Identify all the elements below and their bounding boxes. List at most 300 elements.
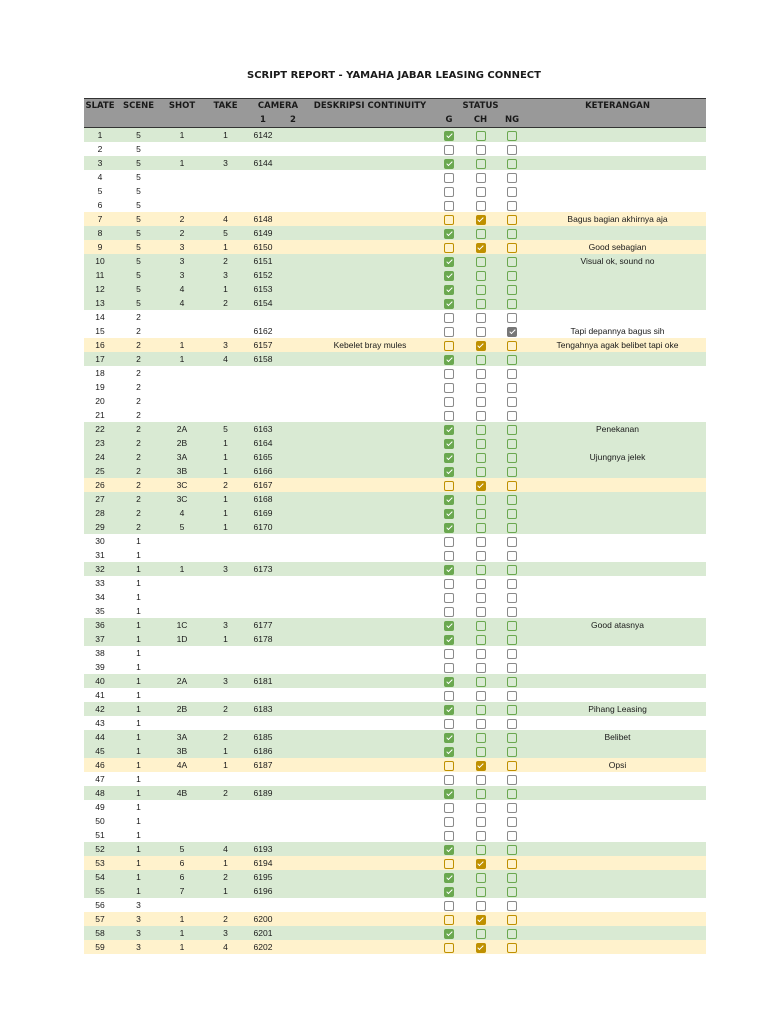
status-g-checkbox[interactable] [444, 271, 454, 281]
take-cell: 1 [203, 492, 248, 506]
status-ng-checkbox[interactable] [507, 551, 517, 561]
take-cell [203, 646, 248, 660]
table-row [84, 828, 706, 842]
status-ch-checkbox[interactable] [476, 509, 486, 519]
deskripsi-cell [308, 786, 432, 800]
status-g-checkbox[interactable] [444, 327, 454, 337]
col-status-ng: NG [495, 113, 529, 128]
status-ch-checkbox[interactable] [476, 789, 486, 799]
status-ch-checkbox[interactable] [476, 733, 486, 743]
status-ch-checkbox[interactable] [476, 607, 486, 617]
slate-cell: 23 [84, 436, 116, 450]
shot-cell [161, 660, 203, 674]
status-g-checkbox[interactable] [444, 859, 454, 869]
table-row [84, 534, 706, 548]
table-row [84, 758, 706, 772]
status-ng-checkbox[interactable] [507, 439, 517, 449]
status-ch-checkbox[interactable] [476, 635, 486, 645]
status-g-checkbox[interactable] [444, 215, 454, 225]
status-ch-checkbox[interactable] [476, 495, 486, 505]
status-g-checkbox[interactable] [444, 313, 454, 323]
status-g-checkbox[interactable] [444, 159, 454, 169]
deskripsi-cell [308, 324, 432, 338]
status-ch-checkbox[interactable] [476, 859, 486, 869]
status-ng-checkbox[interactable] [507, 453, 517, 463]
status-g-checkbox[interactable] [444, 719, 454, 729]
status-g-checkbox[interactable] [444, 635, 454, 645]
table-row [84, 268, 706, 282]
status-ch-checkbox[interactable] [476, 523, 486, 533]
keterangan-cell [529, 366, 706, 380]
status-ch-checkbox[interactable] [476, 439, 486, 449]
shot-cell: 2B [161, 702, 203, 716]
status-ch-checkbox[interactable] [476, 453, 486, 463]
slate-cell: 29 [84, 520, 116, 534]
camera-2-cell [278, 660, 308, 674]
status-ng-checkbox[interactable] [507, 733, 517, 743]
slate-cell: 39 [84, 660, 116, 674]
status-g-checkbox[interactable] [444, 873, 454, 883]
status-ch-checkbox[interactable] [476, 229, 486, 239]
status-ch-checkbox[interactable] [476, 173, 486, 183]
status-ng-checkbox[interactable] [507, 915, 517, 925]
status-ng-checkbox[interactable] [507, 495, 517, 505]
status-ch-checkbox[interactable] [476, 747, 486, 757]
status-ch-checkbox[interactable] [476, 831, 486, 841]
status-ch-checkbox[interactable] [476, 327, 486, 337]
status-ng-checkbox[interactable] [507, 747, 517, 757]
take-cell [203, 590, 248, 604]
deskripsi-cell [308, 254, 432, 268]
status-ng-checkbox[interactable] [507, 677, 517, 687]
status-g-checkbox[interactable] [444, 761, 454, 771]
status-ng-checkbox[interactable] [507, 887, 517, 897]
status-g-checkbox[interactable] [444, 775, 454, 785]
status-ch-checkbox[interactable] [476, 663, 486, 673]
subheader-row [84, 113, 706, 128]
status-g-checkbox[interactable] [444, 551, 454, 561]
status-ch-checkbox[interactable] [476, 761, 486, 771]
status-ch-checkbox[interactable] [476, 159, 486, 169]
status-ch-checkbox[interactable] [476, 131, 486, 141]
status-g-checkbox[interactable] [444, 509, 454, 519]
status-ch-checkbox[interactable] [476, 719, 486, 729]
status-ng-checkbox[interactable] [507, 705, 517, 715]
status-g-checkbox[interactable] [444, 173, 454, 183]
status-g-checkbox[interactable] [444, 803, 454, 813]
status-ch-checkbox[interactable] [476, 537, 486, 547]
status-ch-checkbox[interactable] [476, 565, 486, 575]
status-ng-checkbox[interactable] [507, 803, 517, 813]
shot-cell: 4 [161, 296, 203, 310]
status-ng-checkbox[interactable] [507, 901, 517, 911]
status-g-checkbox[interactable] [444, 789, 454, 799]
deskripsi-cell [308, 646, 432, 660]
camera-1-cell: 6170 [248, 520, 278, 534]
status-g-checkbox[interactable] [444, 817, 454, 827]
status-g-checkbox[interactable] [444, 943, 454, 953]
status-ch-checkbox[interactable] [476, 901, 486, 911]
status-g-checkbox[interactable] [444, 593, 454, 603]
slate-cell: 52 [84, 842, 116, 856]
status-ch-checkbox[interactable] [476, 803, 486, 813]
status-ng-checkbox[interactable] [507, 537, 517, 547]
status-ng-checkbox[interactable] [507, 173, 517, 183]
status-ng-checkbox[interactable] [507, 383, 517, 393]
status-g-checkbox[interactable] [444, 397, 454, 407]
camera-2-cell [278, 534, 308, 548]
status-ng-checkbox[interactable] [507, 509, 517, 519]
deskripsi-cell [308, 632, 432, 646]
status-ng-checkbox[interactable] [507, 817, 517, 827]
status-g-checkbox[interactable] [444, 733, 454, 743]
camera-2-cell [278, 268, 308, 282]
camera-1-cell [248, 142, 278, 156]
camera-2-cell [278, 310, 308, 324]
slate-cell: 43 [84, 716, 116, 730]
status-ng-checkbox[interactable] [507, 663, 517, 673]
status-g-checkbox[interactable] [444, 565, 454, 575]
slate-cell: 55 [84, 884, 116, 898]
camera-1-cell: 6169 [248, 506, 278, 520]
scene-cell: 2 [116, 506, 161, 520]
status-ng-checkbox[interactable] [507, 187, 517, 197]
camera-1-cell [248, 310, 278, 324]
take-cell: 2 [203, 478, 248, 492]
status-ch-checkbox[interactable] [476, 677, 486, 687]
status-ch-checkbox[interactable] [476, 943, 486, 953]
camera-2-cell [278, 254, 308, 268]
status-ng-checkbox[interactable] [507, 229, 517, 239]
status-ng-checkbox[interactable] [507, 215, 517, 225]
shot-cell: 1 [161, 912, 203, 926]
status-ng-checkbox[interactable] [507, 635, 517, 645]
status-ch-checkbox[interactable] [476, 929, 486, 939]
deskripsi-cell [308, 688, 432, 702]
table-row [84, 814, 706, 828]
take-cell: 1 [203, 856, 248, 870]
status-ch-checkbox[interactable] [476, 411, 486, 421]
camera-2-cell [278, 212, 308, 226]
status-g-checkbox[interactable] [444, 383, 454, 393]
status-ch-checkbox[interactable] [476, 621, 486, 631]
scene-cell: 1 [116, 688, 161, 702]
status-ng-checkbox[interactable] [507, 313, 517, 323]
deskripsi-cell [308, 520, 432, 534]
take-cell: 2 [203, 786, 248, 800]
camera-1-cell: 6151 [248, 254, 278, 268]
shot-cell [161, 590, 203, 604]
status-ch-checkbox[interactable] [476, 873, 486, 883]
scene-cell: 2 [116, 352, 161, 366]
table-row [84, 688, 706, 702]
status-ng-checkbox[interactable] [507, 607, 517, 617]
status-ch-checkbox[interactable] [476, 145, 486, 155]
slate-cell: 1 [84, 128, 116, 143]
status-g-checkbox[interactable] [444, 845, 454, 855]
slate-cell: 10 [84, 254, 116, 268]
status-ch-checkbox[interactable] [476, 215, 486, 225]
status-ng-checkbox[interactable] [507, 481, 517, 491]
slate-cell: 4 [84, 170, 116, 184]
camera-1-cell: 6144 [248, 156, 278, 170]
keterangan-cell [529, 268, 706, 282]
scene-cell: 1 [116, 800, 161, 814]
keterangan-cell: Good atasnya [529, 618, 706, 632]
status-ng-checkbox[interactable] [507, 425, 517, 435]
status-ng-checkbox[interactable] [507, 649, 517, 659]
status-ng-checkbox[interactable] [507, 145, 517, 155]
camera-2-cell [278, 352, 308, 366]
status-g-checkbox[interactable] [444, 677, 454, 687]
status-g-checkbox[interactable] [444, 691, 454, 701]
keterangan-cell: Visual ok, sound no [529, 254, 706, 268]
deskripsi-cell [308, 282, 432, 296]
keterangan-cell [529, 408, 706, 422]
status-g-checkbox[interactable] [444, 299, 454, 309]
status-g-checkbox[interactable] [444, 495, 454, 505]
status-ch-checkbox[interactable] [476, 369, 486, 379]
camera-2-cell [278, 450, 308, 464]
camera-2-cell [278, 730, 308, 744]
status-ch-checkbox[interactable] [476, 355, 486, 365]
camera-1-cell [248, 184, 278, 198]
status-ng-checkbox[interactable] [507, 397, 517, 407]
col-camera-2: 2 [278, 113, 308, 128]
camera-1-cell [248, 898, 278, 912]
status-ng-checkbox[interactable] [507, 131, 517, 141]
camera-1-cell [248, 198, 278, 212]
keterangan-cell [529, 940, 706, 954]
status-ch-checkbox[interactable] [476, 915, 486, 925]
status-ng-checkbox[interactable] [507, 621, 517, 631]
status-g-checkbox[interactable] [444, 257, 454, 267]
status-ch-checkbox[interactable] [476, 845, 486, 855]
status-ng-checkbox[interactable] [507, 761, 517, 771]
camera-2-cell [278, 142, 308, 156]
slate-cell: 30 [84, 534, 116, 548]
scene-cell: 1 [116, 548, 161, 562]
status-g-checkbox[interactable] [444, 579, 454, 589]
status-ng-checkbox[interactable] [507, 859, 517, 869]
shot-cell: 1C [161, 618, 203, 632]
scene-cell: 1 [116, 772, 161, 786]
keterangan-cell [529, 128, 706, 143]
table-row [84, 646, 706, 660]
status-ng-checkbox[interactable] [507, 789, 517, 799]
table-row [84, 254, 706, 268]
slate-cell: 59 [84, 940, 116, 954]
status-ng-checkbox[interactable] [507, 775, 517, 785]
status-g-checkbox[interactable] [444, 663, 454, 673]
status-g-checkbox[interactable] [444, 831, 454, 841]
status-ch-checkbox[interactable] [476, 313, 486, 323]
status-ch-checkbox[interactable] [476, 579, 486, 589]
status-ng-checkbox[interactable] [507, 271, 517, 281]
status-ch-checkbox[interactable] [476, 187, 486, 197]
camera-1-cell: 6152 [248, 268, 278, 282]
status-ch-checkbox[interactable] [476, 285, 486, 295]
deskripsi-cell [308, 856, 432, 870]
status-ng-checkbox[interactable] [507, 467, 517, 477]
status-ch-checkbox[interactable] [476, 467, 486, 477]
slate-cell: 42 [84, 702, 116, 716]
take-cell [203, 184, 248, 198]
status-ng-checkbox[interactable] [507, 355, 517, 365]
keterangan-cell [529, 912, 706, 926]
camera-1-cell [248, 170, 278, 184]
slate-cell: 16 [84, 338, 116, 352]
status-ch-checkbox[interactable] [476, 383, 486, 393]
status-g-checkbox[interactable] [444, 481, 454, 491]
status-ng-checkbox[interactable] [507, 719, 517, 729]
take-cell: 3 [203, 268, 248, 282]
status-g-checkbox[interactable] [444, 929, 454, 939]
status-g-checkbox[interactable] [444, 649, 454, 659]
status-g-checkbox[interactable] [444, 229, 454, 239]
status-g-checkbox[interactable] [444, 915, 454, 925]
camera-2-cell [278, 702, 308, 716]
status-ch-checkbox[interactable] [476, 397, 486, 407]
slate-cell: 47 [84, 772, 116, 786]
camera-1-cell: 6183 [248, 702, 278, 716]
status-ch-checkbox[interactable] [476, 481, 486, 491]
scene-cell: 5 [116, 212, 161, 226]
status-ng-checkbox[interactable] [507, 579, 517, 589]
status-ng-checkbox[interactable] [507, 565, 517, 575]
status-g-checkbox[interactable] [444, 285, 454, 295]
camera-1-cell [248, 772, 278, 786]
status-ch-checkbox[interactable] [476, 341, 486, 351]
shot-cell: 7 [161, 884, 203, 898]
shot-cell: 3C [161, 478, 203, 492]
keterangan-cell [529, 156, 706, 170]
status-ng-checkbox[interactable] [507, 299, 517, 309]
status-g-checkbox[interactable] [444, 425, 454, 435]
status-ng-checkbox[interactable] [507, 593, 517, 603]
status-g-checkbox[interactable] [444, 145, 454, 155]
slate-cell: 2 [84, 142, 116, 156]
status-g-checkbox[interactable] [444, 411, 454, 421]
table-row [84, 240, 706, 254]
status-ng-checkbox[interactable] [507, 929, 517, 939]
table-row [84, 478, 706, 492]
status-g-checkbox[interactable] [444, 705, 454, 715]
status-g-checkbox[interactable] [444, 201, 454, 211]
status-g-checkbox[interactable] [444, 607, 454, 617]
status-ng-checkbox[interactable] [507, 845, 517, 855]
status-ch-checkbox[interactable] [476, 775, 486, 785]
status-ng-checkbox[interactable] [507, 943, 517, 953]
status-g-checkbox[interactable] [444, 887, 454, 897]
table-row [84, 870, 706, 884]
status-g-checkbox[interactable] [444, 243, 454, 253]
keterangan-cell [529, 198, 706, 212]
status-ch-checkbox[interactable] [476, 257, 486, 267]
keterangan-cell: Good sebagian [529, 240, 706, 254]
status-ch-checkbox[interactable] [476, 593, 486, 603]
scene-cell: 2 [116, 436, 161, 450]
deskripsi-cell [308, 590, 432, 604]
status-g-checkbox[interactable] [444, 439, 454, 449]
camera-2-cell [278, 226, 308, 240]
status-g-checkbox[interactable] [444, 341, 454, 351]
status-ng-checkbox[interactable] [507, 285, 517, 295]
take-cell: 1 [203, 240, 248, 254]
status-ch-checkbox[interactable] [476, 691, 486, 701]
status-g-checkbox[interactable] [444, 537, 454, 547]
status-g-checkbox[interactable] [444, 187, 454, 197]
status-g-checkbox[interactable] [444, 901, 454, 911]
camera-2-cell [278, 842, 308, 856]
camera-1-cell: 6162 [248, 324, 278, 338]
status-g-checkbox[interactable] [444, 369, 454, 379]
status-ch-checkbox[interactable] [476, 817, 486, 827]
deskripsi-cell [308, 464, 432, 478]
status-ng-checkbox[interactable] [507, 873, 517, 883]
status-ng-checkbox[interactable] [507, 327, 517, 337]
status-ng-checkbox[interactable] [507, 523, 517, 533]
keterangan-cell [529, 478, 706, 492]
status-g-checkbox[interactable] [444, 747, 454, 757]
status-ch-checkbox[interactable] [476, 649, 486, 659]
status-ch-checkbox[interactable] [476, 705, 486, 715]
status-g-checkbox[interactable] [444, 523, 454, 533]
scene-cell: 2 [116, 324, 161, 338]
take-cell [203, 800, 248, 814]
status-ch-checkbox[interactable] [476, 887, 486, 897]
status-ch-checkbox[interactable] [476, 299, 486, 309]
table-row [84, 394, 706, 408]
slate-cell: 13 [84, 296, 116, 310]
keterangan-cell [529, 282, 706, 296]
status-g-checkbox[interactable] [444, 453, 454, 463]
status-ng-checkbox[interactable] [507, 691, 517, 701]
take-cell: 3 [203, 156, 248, 170]
deskripsi-cell: Kebelet bray mules [308, 338, 432, 352]
status-g-checkbox[interactable] [444, 355, 454, 365]
keterangan-cell: Tengahnya agak belibet tapi oke [529, 338, 706, 352]
status-ch-checkbox[interactable] [476, 201, 486, 211]
camera-2-cell [278, 632, 308, 646]
status-g-checkbox[interactable] [444, 131, 454, 141]
status-g-checkbox[interactable] [444, 621, 454, 631]
status-ch-checkbox[interactable] [476, 271, 486, 281]
status-ng-checkbox[interactable] [507, 341, 517, 351]
status-ng-checkbox[interactable] [507, 159, 517, 169]
status-ng-checkbox[interactable] [507, 243, 517, 253]
scene-cell: 2 [116, 478, 161, 492]
status-ng-checkbox[interactable] [507, 831, 517, 841]
table-row [84, 324, 706, 338]
status-ng-checkbox[interactable] [507, 411, 517, 421]
status-ch-checkbox[interactable] [476, 551, 486, 561]
status-g-checkbox[interactable] [444, 467, 454, 477]
slate-cell: 53 [84, 856, 116, 870]
scene-cell: 1 [116, 604, 161, 618]
status-ch-checkbox[interactable] [476, 243, 486, 253]
status-ng-checkbox[interactable] [507, 201, 517, 211]
take-cell: 3 [203, 618, 248, 632]
slate-cell: 26 [84, 478, 116, 492]
keterangan-cell [529, 534, 706, 548]
deskripsi-cell [308, 604, 432, 618]
camera-1-cell: 6201 [248, 926, 278, 940]
status-ng-checkbox[interactable] [507, 369, 517, 379]
status-ch-checkbox[interactable] [476, 425, 486, 435]
status-ng-checkbox[interactable] [507, 257, 517, 267]
take-cell: 4 [203, 940, 248, 954]
